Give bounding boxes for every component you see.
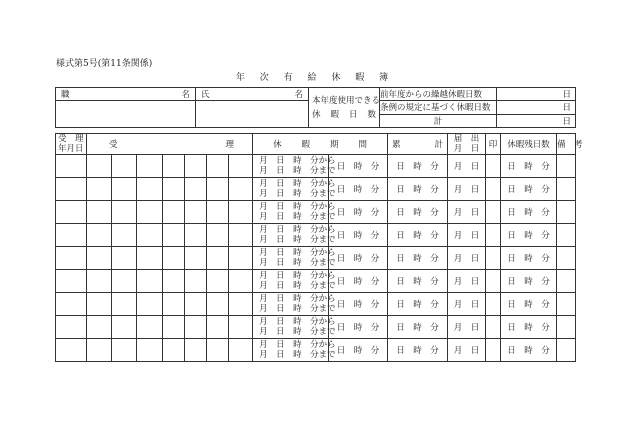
receipt-cell[interactable]	[137, 224, 163, 247]
receipt-cell[interactable]	[185, 293, 207, 316]
period-cell[interactable]: 月 日 時 分から 月 日 時 分まで	[253, 247, 329, 270]
receipt-date-cell[interactable]	[56, 339, 87, 362]
receipt-cell[interactable]	[207, 247, 229, 270]
employee-info-table	[55, 87, 576, 128]
leave-record-row	[56, 247, 576, 270]
leave-record-row	[56, 224, 576, 247]
receipt-cell[interactable]	[137, 178, 163, 201]
receipt-cell[interactable]	[229, 178, 253, 201]
receipt-cell[interactable]	[229, 155, 253, 178]
notice-date-cell[interactable]: 月 日	[448, 293, 486, 316]
receipt-cell[interactable]	[207, 316, 229, 339]
remaining-days-cell[interactable]: 日 時 分	[501, 293, 557, 316]
receipt-cell[interactable]	[229, 293, 253, 316]
duration-cell[interactable]: 日 時 分	[329, 270, 388, 293]
receipt-date-header: 受 理 年月日	[56, 134, 87, 155]
remaining-days-cell[interactable]: 日 時 分	[501, 224, 557, 247]
cumulative-cell[interactable]: 日 時 分	[388, 178, 448, 201]
leave-record-row	[56, 178, 576, 201]
receipt-cell[interactable]	[185, 247, 207, 270]
receipt-date-cell[interactable]	[56, 247, 87, 270]
receipt-cell[interactable]	[87, 178, 112, 201]
receipt-cell[interactable]	[185, 316, 207, 339]
remarks-cell[interactable]	[557, 316, 576, 339]
remaining-days-cell[interactable]: 日 時 分	[501, 247, 557, 270]
period-cell[interactable]: 月 日 時 分から 月 日 時 分まで	[253, 224, 329, 247]
notice-date-cell[interactable]: 月 日	[448, 155, 486, 178]
duration-cell[interactable]: 日 時 分	[329, 224, 388, 247]
receipt-cell[interactable]	[229, 339, 253, 362]
remarks-cell[interactable]	[557, 178, 576, 201]
receipt-cell[interactable]	[137, 316, 163, 339]
receipt-cell[interactable]	[163, 247, 185, 270]
receipt-cell[interactable]	[207, 155, 229, 178]
cumulative-header: 累計	[388, 134, 448, 155]
leave-record-row	[56, 339, 576, 362]
seal-cell[interactable]	[486, 316, 501, 339]
remarks-header: 備 考	[557, 134, 576, 155]
receipt-cell[interactable]	[112, 201, 137, 224]
seal-cell[interactable]	[486, 339, 501, 362]
cumulative-cell[interactable]: 日 時 分	[388, 339, 448, 362]
leave-record-row	[56, 155, 576, 178]
leave-record-row	[56, 270, 576, 293]
receipt-cell[interactable]	[137, 270, 163, 293]
receipt-cell[interactable]	[229, 247, 253, 270]
remarks-cell[interactable]	[557, 293, 576, 316]
position-header: 職名	[56, 88, 196, 101]
total-label: 計	[380, 114, 497, 128]
cumulative-cell[interactable]: 日 時 分	[388, 247, 448, 270]
receipt-cell[interactable]	[112, 155, 137, 178]
period-cell[interactable]: 月 日 時 分から 月 日 時 分まで	[253, 293, 329, 316]
receipt-cell[interactable]	[163, 201, 185, 224]
receipt-cell[interactable]	[112, 293, 137, 316]
seal-cell[interactable]	[486, 201, 501, 224]
seal-header: 印	[486, 134, 501, 155]
receipt-date-cell[interactable]	[56, 155, 87, 178]
receipt-cell[interactable]	[229, 270, 253, 293]
receipt-cell[interactable]	[112, 178, 137, 201]
receipt-cell[interactable]	[163, 316, 185, 339]
receipt-cell[interactable]	[137, 247, 163, 270]
receipt-header: 受理	[87, 134, 253, 155]
table-header-row	[56, 134, 576, 155]
notice-header: 届 出 月 日	[448, 134, 486, 155]
receipt-cell[interactable]	[163, 339, 185, 362]
notice-date-cell[interactable]: 月 日	[448, 224, 486, 247]
receipt-cell[interactable]	[185, 224, 207, 247]
remarks-cell[interactable]	[557, 155, 576, 178]
receipt-cell[interactable]	[87, 247, 112, 270]
receipt-date-cell[interactable]	[56, 316, 87, 339]
seal-cell[interactable]	[486, 247, 501, 270]
leave-record-row	[56, 316, 576, 339]
receipt-cell[interactable]	[112, 339, 137, 362]
duration-cell[interactable]: 日 時 分	[329, 178, 388, 201]
remarks-cell[interactable]	[557, 201, 576, 224]
remarks-cell[interactable]	[557, 270, 576, 293]
name-field[interactable]	[196, 101, 309, 128]
notice-date-cell[interactable]: 月 日	[448, 247, 486, 270]
receipt-date-cell[interactable]	[56, 270, 87, 293]
duration-cell[interactable]: 日 時 分	[329, 339, 388, 362]
remarks-cell[interactable]	[557, 247, 576, 270]
seal-cell[interactable]	[486, 270, 501, 293]
remaining-days-cell[interactable]: 日 時 分	[501, 201, 557, 224]
receipt-cell[interactable]	[207, 201, 229, 224]
carryover-label: 前年度からの繰越休暇日数	[380, 88, 497, 101]
receipt-date-cell[interactable]	[56, 178, 87, 201]
period-cell[interactable]: 月 日 時 分から 月 日 時 分まで	[253, 201, 329, 224]
receipt-cell[interactable]	[163, 224, 185, 247]
receipt-cell[interactable]	[229, 224, 253, 247]
receipt-cell[interactable]	[229, 316, 253, 339]
receipt-cell[interactable]	[137, 155, 163, 178]
remaining-days-cell[interactable]: 日 時 分	[501, 155, 557, 178]
receipt-cell[interactable]	[87, 293, 112, 316]
duration-cell[interactable]: 日 時 分	[329, 155, 388, 178]
cumulative-cell[interactable]: 日 時 分	[388, 270, 448, 293]
receipt-cell[interactable]	[163, 155, 185, 178]
receipt-cell[interactable]	[185, 339, 207, 362]
receipt-cell[interactable]	[207, 293, 229, 316]
receipt-cell[interactable]	[112, 316, 137, 339]
receipt-cell[interactable]	[112, 224, 137, 247]
receipt-cell[interactable]	[163, 270, 185, 293]
seal-cell[interactable]	[486, 178, 501, 201]
remaining-days-cell[interactable]: 日 時 分	[501, 270, 557, 293]
leave-record-table	[55, 133, 583, 362]
receipt-cell[interactable]	[185, 155, 207, 178]
cumulative-cell[interactable]: 日 時 分	[388, 224, 448, 247]
receipt-cell[interactable]	[87, 224, 112, 247]
receipt-cell[interactable]	[229, 201, 253, 224]
receipt-cell[interactable]	[137, 201, 163, 224]
position-field[interactable]	[56, 101, 196, 128]
duration-cell[interactable]: 日 時 分	[329, 316, 388, 339]
form-title: 年 次 有 給 休 暇 簿	[235, 73, 395, 83]
notice-date-cell[interactable]: 月 日	[448, 201, 486, 224]
cumulative-cell[interactable]: 日 時 分	[388, 201, 448, 224]
remarks-cell[interactable]	[557, 224, 576, 247]
receipt-cell[interactable]	[207, 224, 229, 247]
receipt-cell[interactable]	[207, 270, 229, 293]
notice-date-cell[interactable]: 月 日	[448, 339, 486, 362]
remaining-days-cell[interactable]: 日 時 分	[501, 316, 557, 339]
receipt-cell[interactable]	[207, 339, 229, 362]
cumulative-cell[interactable]: 日 時 分	[388, 155, 448, 178]
remarks-cell[interactable]	[557, 339, 576, 362]
receipt-cell[interactable]	[163, 178, 185, 201]
receipt-date-cell[interactable]	[56, 224, 87, 247]
form-number: 様式第5号(第11条関係)	[56, 59, 153, 69]
receipt-date-cell[interactable]	[56, 293, 87, 316]
ordinance-days-label: 条例の規定に基づく休暇日数	[380, 101, 497, 115]
duration-cell[interactable]: 日 時 分	[329, 293, 388, 316]
receipt-cell[interactable]	[112, 270, 137, 293]
period-header: 休暇期間	[253, 134, 388, 155]
receipt-cell[interactable]	[87, 316, 112, 339]
notice-date-cell[interactable]: 月 日	[448, 178, 486, 201]
cumulative-cell[interactable]: 日 時 分	[388, 293, 448, 316]
period-cell[interactable]: 月 日 時 分から 月 日 時 分まで	[253, 270, 329, 293]
duration-cell[interactable]: 日 時 分	[329, 201, 388, 224]
carryover-value[interactable]: 日	[497, 88, 576, 101]
remaining-days-cell[interactable]: 日 時 分	[501, 178, 557, 201]
receipt-cell[interactable]	[87, 201, 112, 224]
receipt-cell[interactable]	[185, 201, 207, 224]
leave-record-row	[56, 293, 576, 316]
cumulative-cell[interactable]: 日 時 分	[388, 316, 448, 339]
receipt-cell[interactable]	[137, 293, 163, 316]
receipt-cell[interactable]	[87, 155, 112, 178]
ordinance-days-value[interactable]: 日	[497, 101, 576, 115]
period-cell[interactable]: 月 日 時 分から 月 日 時 分まで	[253, 339, 329, 362]
receipt-cell[interactable]	[112, 247, 137, 270]
period-cell[interactable]: 月 日 時 分から 月 日 時 分まで	[253, 155, 329, 178]
receipt-cell[interactable]	[87, 270, 112, 293]
remaining-days-cell[interactable]: 日 時 分	[501, 339, 557, 362]
receipt-cell[interactable]	[185, 178, 207, 201]
receipt-date-cell[interactable]	[56, 201, 87, 224]
usable-days-label: 本年度使用できる 休 暇 日 数	[309, 88, 380, 128]
name-header: 氏名	[196, 88, 309, 101]
notice-date-cell[interactable]: 月 日	[448, 316, 486, 339]
receipt-cell[interactable]	[137, 339, 163, 362]
total-value[interactable]: 日	[497, 114, 576, 128]
receipt-cell[interactable]	[87, 339, 112, 362]
period-cell[interactable]: 月 日 時 分から 月 日 時 分まで	[253, 178, 329, 201]
receipt-cell[interactable]	[185, 270, 207, 293]
remaining-days-header: 休暇残日数	[501, 134, 557, 155]
period-cell[interactable]: 月 日 時 分から 月 日 時 分まで	[253, 316, 329, 339]
leave-record-row	[56, 201, 576, 224]
seal-cell[interactable]	[486, 155, 501, 178]
receipt-cell[interactable]	[163, 293, 185, 316]
seal-cell[interactable]	[486, 293, 501, 316]
seal-cell[interactable]	[486, 224, 501, 247]
receipt-cell[interactable]	[207, 178, 229, 201]
notice-date-cell[interactable]: 月 日	[448, 270, 486, 293]
duration-cell[interactable]: 日 時 分	[329, 247, 388, 270]
